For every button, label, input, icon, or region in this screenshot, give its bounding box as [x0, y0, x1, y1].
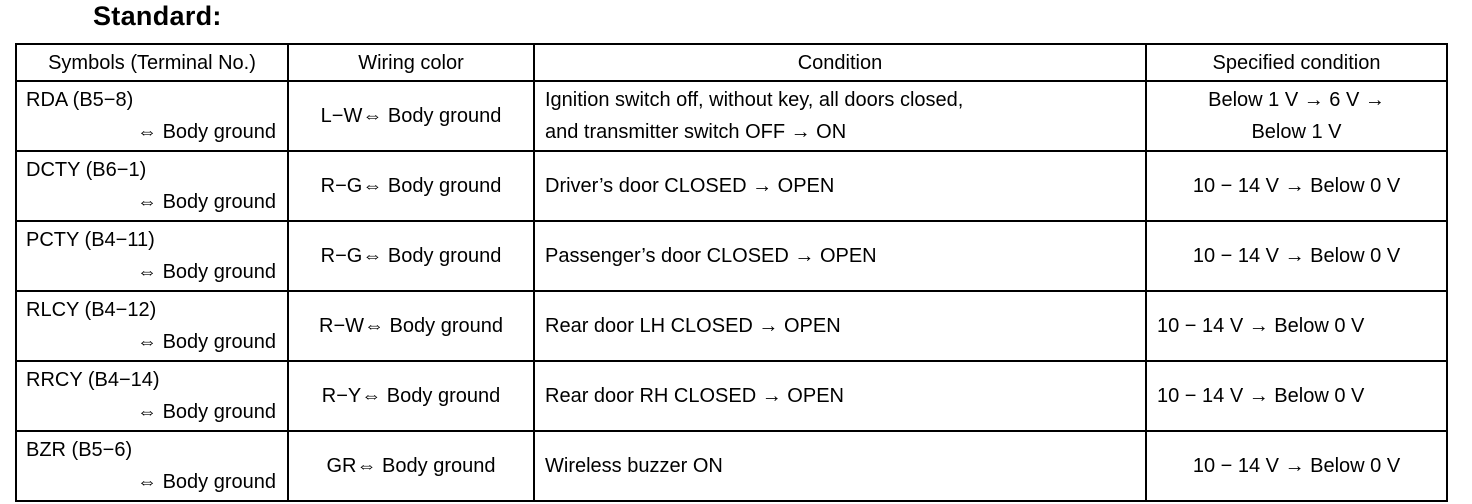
symbol-cell: [16, 151, 288, 221]
terminal-label: PCTY (B4−11): [26, 229, 155, 251]
symbol-cell: [16, 81, 288, 151]
table-row: [16, 431, 1447, 501]
specified-condition-cell: [1146, 81, 1447, 151]
symbol-cell: [16, 221, 288, 291]
symbol-cell: [16, 431, 288, 501]
ground-label: ⇔ Body ground: [137, 401, 276, 423]
header-condition: Condition: [534, 44, 1146, 81]
spec-line: Below 1 V → 6 V →: [1208, 89, 1385, 111]
specified-condition-cell: 10 − 14 V → Below 0 V: [1146, 151, 1447, 221]
condition-cell: Rear door LH CLOSED → OPEN: [534, 291, 1146, 361]
condition-cell: Wireless buzzer ON: [534, 431, 1146, 501]
terminal-label: RRCY (B4−14): [26, 369, 160, 391]
condition-cell: Passenger’s door CLOSED → OPEN: [534, 221, 1146, 291]
specified-condition-cell: 10 − 14 V → Below 0 V: [1146, 431, 1447, 501]
wiring-color-cell: R−G⇔ Body ground: [288, 151, 534, 221]
condition-line: and transmitter switch OFF → ON: [545, 121, 847, 143]
ground-label: ⇔ Body ground: [137, 471, 276, 493]
wiring-color-cell: R−Y⇔ Body ground: [288, 361, 534, 431]
standard-spec-table: [15, 43, 1448, 502]
header-symbols: Symbols (Terminal No.): [16, 44, 288, 81]
ground-label: ⇔ Body ground: [137, 331, 276, 353]
table-row: [16, 151, 1447, 221]
condition-cell: [534, 81, 1146, 151]
ground-label: ⇔ Body ground: [137, 121, 276, 143]
condition-line: Ignition switch off, without key, all doors closed,: [545, 89, 964, 111]
ground-label: ⇔ Body ground: [137, 191, 276, 213]
spec-line: Below 1 V: [1251, 121, 1342, 143]
ground-label: ⇔ Body ground: [137, 261, 276, 283]
specified-condition-cell: 10 − 14 V → Below 0 V: [1146, 221, 1447, 291]
wiring-color-cell: GR⇔ Body ground: [288, 431, 534, 501]
table-row: [16, 291, 1447, 361]
specified-condition-cell: 10 − 14 V → Below 0 V: [1146, 291, 1447, 361]
wiring-color-cell: R−W⇔ Body ground: [288, 291, 534, 361]
wiring-color-cell: R−G⇔ Body ground: [288, 221, 534, 291]
header-specified-condition: Specified condition: [1146, 44, 1447, 81]
condition-cell: Driver’s door CLOSED → OPEN: [534, 151, 1146, 221]
header-wiring-color: Wiring color: [288, 44, 534, 81]
table-header-row: [16, 44, 1447, 81]
page-title: Standard:: [93, 1, 222, 31]
table-row: [16, 221, 1447, 291]
terminal-label: RLCY (B4−12): [26, 299, 157, 321]
terminal-label: RDA (B5−8): [26, 89, 134, 111]
table-row: [16, 361, 1447, 431]
table-row: [16, 81, 1447, 151]
symbol-cell: [16, 291, 288, 361]
condition-cell: Rear door RH CLOSED → OPEN: [534, 361, 1146, 431]
terminal-label: BZR (B5−6): [26, 439, 133, 461]
symbol-cell: [16, 361, 288, 431]
specified-condition-cell: 10 − 14 V → Below 0 V: [1146, 361, 1447, 431]
wiring-color-cell: L−W⇔ Body ground: [288, 81, 534, 151]
terminal-label: DCTY (B6−1): [26, 159, 147, 181]
